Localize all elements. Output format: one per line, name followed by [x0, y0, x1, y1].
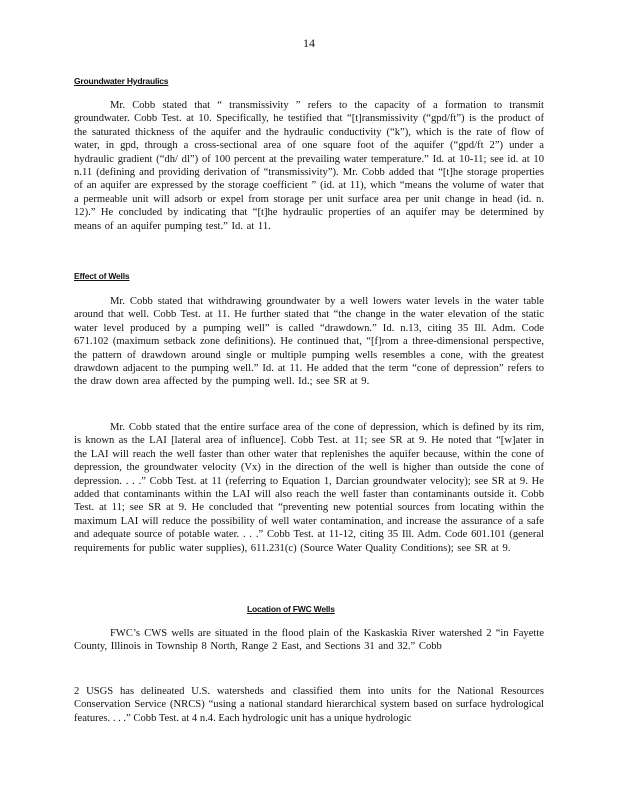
paragraph-effect-of-wells-1 [74, 295, 544, 389]
paragraph-text: Mr. Cobb stated that “ transmissivity ” refers to the capacity of a formation to transmit groundwater. Cobb Test. at 10. Specifically, he testified that “[t]ransmissivity (“gpd/ft”) is the product of the saturated thickness of the aquifer and the hydraulic conductivity (“k”), which is the rate of flow of water, in gpd, through a cross-sectional area of one square foot of the aquifer (“gpd/ft 2”) under a hydraulic gradient (“dh/ dl”) of 100 percent at the prevailing water temperature.” Id. at 10-11; see id. at 10 n.11 (defining and providing derivation of “transmissivity”). Mr. Cobb added that “[t]he storage properties of an aquifer are expressed by the storage coefficient ” (id. at 11), which “means the volume of water that a permeable unit will adsorb or expel from storage per unit surface area per unit change in head (id. n. 12).” He concluded by indicating that “[t]he hydraulic properties of an aquifer may be determined by means of an aquifer pumping test.” Id. at 11. [74, 100, 544, 232]
paragraph-groundwater-hydraulics [74, 99, 544, 233]
paragraph-text: FWC’s CWS wells are situated in the flood plain of the Kaskaskia River watershed 2 “in Fayette County, Illinois in Township 8 North, Range 2 East, and Sections 31 and 32.” Cobb [74, 628, 544, 653]
heading-groundwater-hydraulics: Groundwater Hydraulics [74, 76, 169, 86]
footnote: 2 USGS has delineated U.S. watersheds and classified them into units for the National Resources Conservation Service (NRCS) “using a national standard hierarchical system based on surface hydrological features. . . .” Cobb Test. at 4 n.4. Each hydrologic unit has a unique hydrologic [74, 686, 544, 724]
paragraph-text: Mr. Cobb stated that withdrawing groundwater by a well lowers water levels in the water table around that well. Cobb Test. at 11. He further stated that “the change in the water elevation of the static water level produced by a pumping well” is called “drawdown.” Id. n.13, citing 35 Ill. Adm. Code 671.102 (maximum setback zone definitions). He continued that, “[f]rom a three-dimensional perspective, the pattern of drawdown around single or multiple pumping wells resembles a cone, with the greatest drawdown adjacent to the pumping well.” Id. at 11. He added that the term “cone of depression” refers to the draw down area affected by the pumping well. Id.; see SR at 9. [74, 296, 544, 388]
page-number: 14 [303, 36, 315, 50]
heading-effect-of-wells: Effect of Wells [74, 271, 130, 281]
paragraph-text: Mr. Cobb stated that the entire surface area of the cone of depression, which is defined by its rim, is known as the LAI [lateral area of influence]. Cobb Test. at 11; see SR at 9. He noted that “[w]ater in the LAI will reach the well faster than other water that replenishes the aquifer because, within the cone of depression, the groundwater velocity (Vx) in the direction of the well is higher than outside the cone of depression. . . .” Cobb Test. at 11 (referring to Equation 1, Darcian groundwater velocity); see SR at 9. He added that contaminants within the LAI will also reach the well faster than contaminants outside it. Cobb Test. at 11; see SR at 9. He concluded that “preventing new potential sources from locating within the maximum LAI will reduce the possibility of well water contamination, and increase the assurance of a safe and adequate source of potable water. . . .” Cobb Test. at 11-12, citing 35 Ill. Adm. Code 601.101 (general requirements for public water supplies), 611.231(c) (Source Water Quality Conditions); see SR at 9. [74, 422, 544, 554]
paragraph-effect-of-wells-2 [74, 421, 544, 555]
heading-location-of-fwc-wells: Location of FWC Wells [247, 604, 335, 614]
paragraph-location-of-fwc-wells [74, 627, 544, 654]
